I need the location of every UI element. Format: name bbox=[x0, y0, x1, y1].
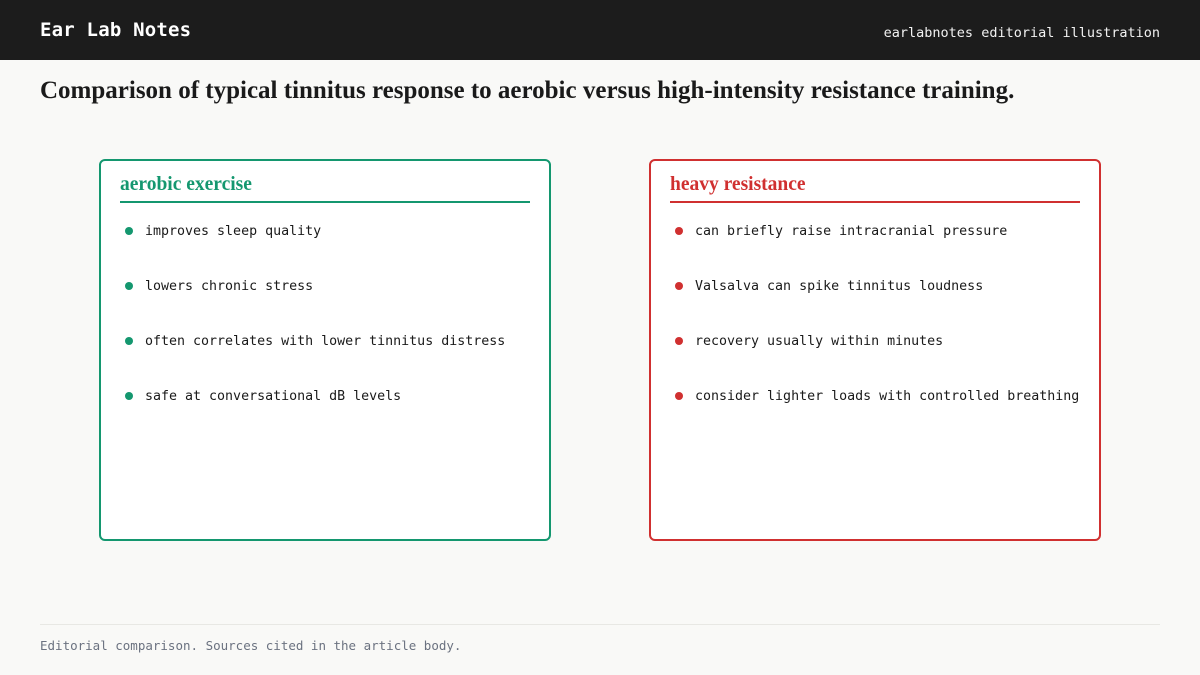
list-item-text: can briefly raise intracranial pressure bbox=[695, 223, 1008, 239]
site-brand[interactable]: Ear Lab Notes bbox=[40, 19, 192, 41]
bullet-dot-icon bbox=[675, 282, 683, 290]
bullet-dot-icon bbox=[125, 282, 133, 290]
list-item-text: recovery usually within minutes bbox=[695, 333, 944, 349]
bullet-dot-icon bbox=[675, 392, 683, 400]
list-item bbox=[675, 276, 983, 296]
aerobic-panel-heading: aerobic exercise bbox=[120, 174, 530, 203]
list-item-text: consider lighter loads with controlled breathing bbox=[695, 388, 1080, 404]
bullet-dot-icon bbox=[125, 392, 133, 400]
list-item bbox=[125, 386, 401, 406]
top-bar bbox=[0, 0, 1200, 60]
list-item-text: lowers chronic stress bbox=[145, 278, 314, 294]
resistance-panel bbox=[649, 159, 1101, 541]
list-item-text: safe at conversational dB levels bbox=[145, 388, 402, 404]
bullet-dot-icon bbox=[125, 337, 133, 345]
list-item-text: Valsalva can spike tinnitus loudness bbox=[695, 278, 984, 294]
resistance-panel-heading: heavy resistance bbox=[670, 174, 1080, 203]
footer-divider bbox=[40, 624, 1160, 625]
list-item bbox=[675, 386, 1079, 406]
page-title: Comparison of typical tinnitus response to aerobic versus high-intensity resistance training. bbox=[40, 77, 1015, 104]
bullet-dot-icon bbox=[675, 227, 683, 235]
list-item bbox=[125, 221, 321, 241]
bullet-dot-icon bbox=[675, 337, 683, 345]
list-item bbox=[675, 331, 943, 351]
bullet-dot-icon bbox=[125, 227, 133, 235]
aerobic-panel bbox=[99, 159, 551, 541]
list-item-text: often correlates with lower tinnitus distress bbox=[145, 333, 506, 349]
footer-note: Editorial comparison. Sources cited in the article body. bbox=[40, 638, 462, 653]
list-item bbox=[125, 276, 313, 296]
list-item bbox=[675, 221, 1007, 241]
list-item bbox=[125, 331, 505, 351]
site-tagline: earlabnotes editorial illustration bbox=[883, 25, 1160, 41]
list-item-text: improves sleep quality bbox=[145, 223, 322, 239]
